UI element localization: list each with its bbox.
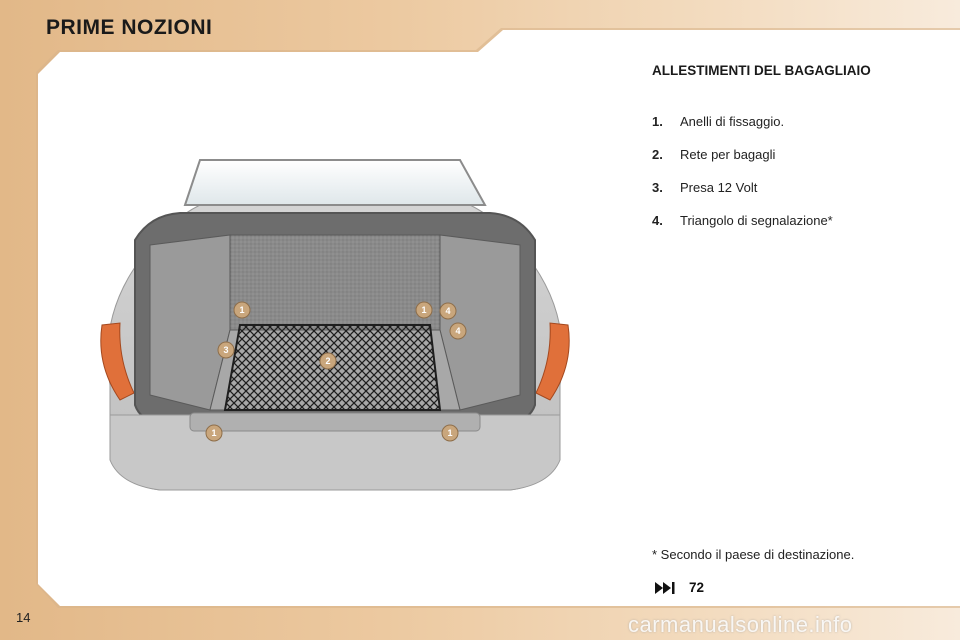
callout-2 <box>320 353 336 369</box>
callout-1-bottom-right <box>442 425 458 441</box>
callout-4-upper <box>440 303 456 319</box>
list-item <box>652 180 833 213</box>
item-number: 2. <box>652 147 663 162</box>
svg-text:2: 2 <box>325 356 331 366</box>
svg-text:1: 1 <box>239 305 245 315</box>
svg-text:1: 1 <box>211 428 217 438</box>
callout-1-bottom-left <box>206 425 222 441</box>
item-number: 3. <box>652 180 663 195</box>
callout-1-top-left <box>234 302 250 318</box>
reference-page-number: 72 <box>689 580 705 595</box>
page-reference[interactable] <box>655 580 704 595</box>
item-text: Anelli di fissaggio. <box>680 114 785 129</box>
footnote: * Secondo il paese di destinazione. <box>652 547 855 562</box>
fast-forward-icon <box>655 582 677 594</box>
item-text: Triangolo di segnalazione* <box>680 213 833 228</box>
svg-text:4: 4 <box>445 306 451 316</box>
page-header-title: PRIME NOZIONI <box>46 16 213 39</box>
items-list <box>652 114 833 246</box>
item-number: 4. <box>652 213 663 228</box>
svg-text:3: 3 <box>223 345 229 355</box>
list-item <box>652 114 833 147</box>
item-text: Presa 12 Volt <box>680 180 758 195</box>
watermark: carmanualsonline.info <box>628 612 853 637</box>
section-title: ALLESTIMENTI DEL BAGAGLIAIO <box>652 63 871 78</box>
svg-text:4: 4 <box>455 326 461 336</box>
callout-3 <box>218 342 234 358</box>
callout-4-lower <box>450 323 466 339</box>
svg-text:1: 1 <box>447 428 453 438</box>
callout-1-top-right <box>416 302 432 318</box>
item-text: Rete per bagagli <box>680 147 776 162</box>
page-number: 14 <box>16 610 31 625</box>
list-item <box>652 147 833 180</box>
svg-text:1: 1 <box>421 305 427 315</box>
trunk-illustration <box>90 155 580 500</box>
list-item <box>652 213 833 246</box>
item-number: 1. <box>652 114 663 129</box>
